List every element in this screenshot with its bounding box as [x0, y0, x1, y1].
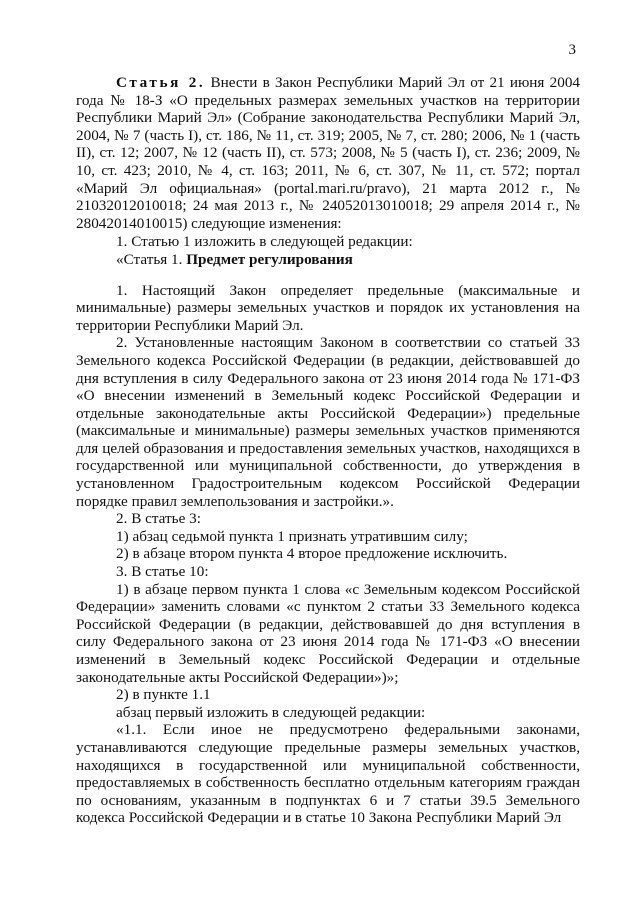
item-2-subitem-2: 2) в абзаце втором пункта 4 второе предложение исключить. — [116, 545, 508, 563]
paragraph-1-1: «1.1. Если иное не предусмотрено федеральными законами, устанавливаются следующие предельные размеры земельных участков, находящихся в государственной или муниципальной собственности, предоставляемых в собственность бесплатно отдельным категориям граждан по основаниям, указанным в подпунктах 6 и 7 статьи 39.5 Земельного кодекса Российской Федерации и в статье 10 Закона Республики Марий Эл — [76, 721, 580, 827]
item-3-subitem-1: 1) в абзаце первом пункта 1 слова «с Земельным кодексом Российской Федерации» заменить словами «с пунктом 2 статьи 33 Земельного кодекса Российской Федерации (в редакции, действовавшей до дня вступления в силу Федерального закона от 23 июня 2014 года № 171-ФЗ «О внесении изменений в Земельный кодекс Российской Федерации и отдельные законодательные акты Российской Федерации»)»; — [76, 580, 580, 686]
item-2-subitem-1: 1) абзац седьмой пункта 1 признать утратившим силу; — [116, 527, 468, 545]
item-1: 1. Статью 1 изложить в следующей редакции: — [116, 233, 413, 251]
paragraph-2: 2. Установленные настоящим Законом в соответствии со статьей 33 Земельного кодекса Российской Федерации (в редакции, действовавшей до дня вступления в силу Федерального закона от 23 июня 2014 года № 171-ФЗ «О внесении изменений в Земельный кодекс Российской Федерации и отдельные законодательные акты Российской Федерации») предельные (максимальные и минимальные) размеры земельных участков применяются для целей образования и предоставления земельных участков, находящихся в государственной или муниципальной собственности, до утверждения в установленном Градостроительным кодексом Российской Федерации порядке правил землепользования и застройки.». — [76, 334, 580, 510]
article-2-paragraph — [76, 74, 580, 232]
paragraph-1: 1. Настоящий Закон определяет предельные (максимальные и минимальные) размеры земельных участков и порядок их установления на территории Республики Марий Эл. — [76, 281, 580, 334]
article-2-label: Статья 2. — [116, 74, 206, 91]
article-2-text: Внести в Закон Республики Марий Эл от 21 июня 2004 года № 18-З «О предельных размерах земельных участков на территории Республики Марий Эл» (Собрание законодательства Республики Марий Эл, 2004, № 7 (часть I), ст. 186, № 11, ст. 319; 2005, № 7, ст. 280; 2006, № 1 (часть II), ст. 12; 2007, № 12 (часть II), ст. 573; 2008, № 5 (часть I), ст. 236; 2009, № 10, ст. 423; 2010, № 4, ст. 163; 2011, № 6, ст. 307, № 11, ст. 572; портал «Марий Эл официальная» (portal.mari.ru/pravo), 21 марта 2012 г., № 21032012010018; 24 мая 2013 г., № 24052013010018; 29 апреля 2014 г., № 28042014010015) следующие изменения: — [76, 74, 581, 232]
item-3-subitem-2-text: абзац первый изложить в следующей редакции: — [116, 703, 426, 721]
document-body — [76, 74, 580, 827]
quote-heading-prefix: «Статья 1. — [116, 250, 187, 268]
item-3: 3. В статье 10: — [116, 563, 209, 581]
quote-heading-title: Предмет регулирования — [186, 250, 353, 268]
quote-heading — [76, 251, 580, 269]
item-2: 2. В статье 3: — [116, 510, 201, 528]
item-3-subitem-2: 2) в пункте 1.1 — [116, 686, 211, 704]
page-number: 3 — [568, 42, 576, 58]
